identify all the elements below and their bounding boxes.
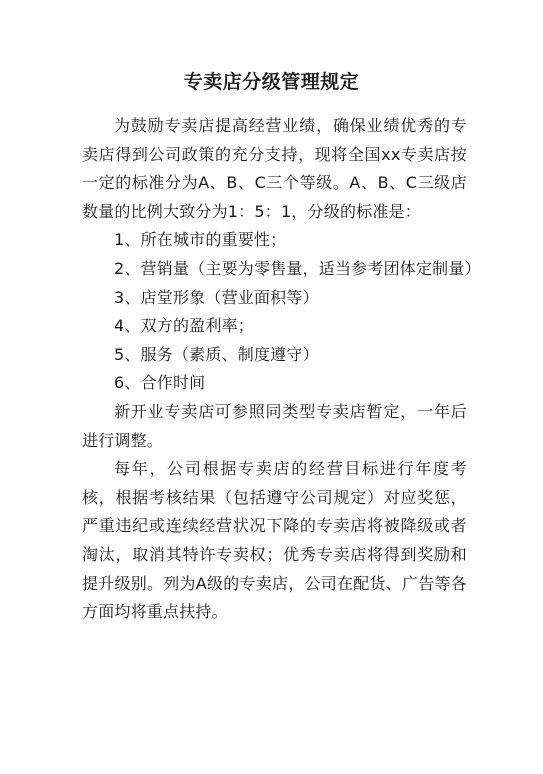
document-title: 专卖店分级管理规定 [183, 71, 360, 93]
criteria-item: 3、店堂形象（营业面积等） [114, 287, 319, 307]
criteria-list [82, 226, 481, 398]
criteria-item: 5、服务（素质、制度遵守） [114, 344, 319, 364]
document-body [82, 112, 481, 627]
criteria-item: 4、双方的盈利率； [114, 316, 254, 336]
criteria-item: 6、合作时间 [114, 373, 206, 393]
new-store-paragraph: 新开业专卖店可参照同类型专卖店暂定，一年后进行调整。 [82, 401, 467, 450]
annual-review-paragraph: 每年，公司根据专卖店的经营目标进行年度考核，根据考核结果（包括遵守公司规定）对应奖惩，严重违纪或连续经营状况下降的专卖店将被降级或者淘汰，取消其特许专卖权；优秀专卖店将得到奖励和提升级别。列为A级的专卖店，公司在配货、广告等各方面均将重点扶持。 [82, 459, 467, 622]
intro-paragraph: 为鼓励专卖店提高经营业绩，确保业绩优秀的专卖店得到公司政策的充分支持，现将全国xx专卖店按一定的标准分为A、B、C三个等级。A、B、C三级店数量的比例大致分为1：5：1，分级的标准是： [82, 116, 467, 221]
criteria-item: 1、所在城市的重要性； [114, 230, 287, 250]
criteria-item: 2、营销量（主要为零售量，适当参考团体定制量） [114, 258, 481, 278]
